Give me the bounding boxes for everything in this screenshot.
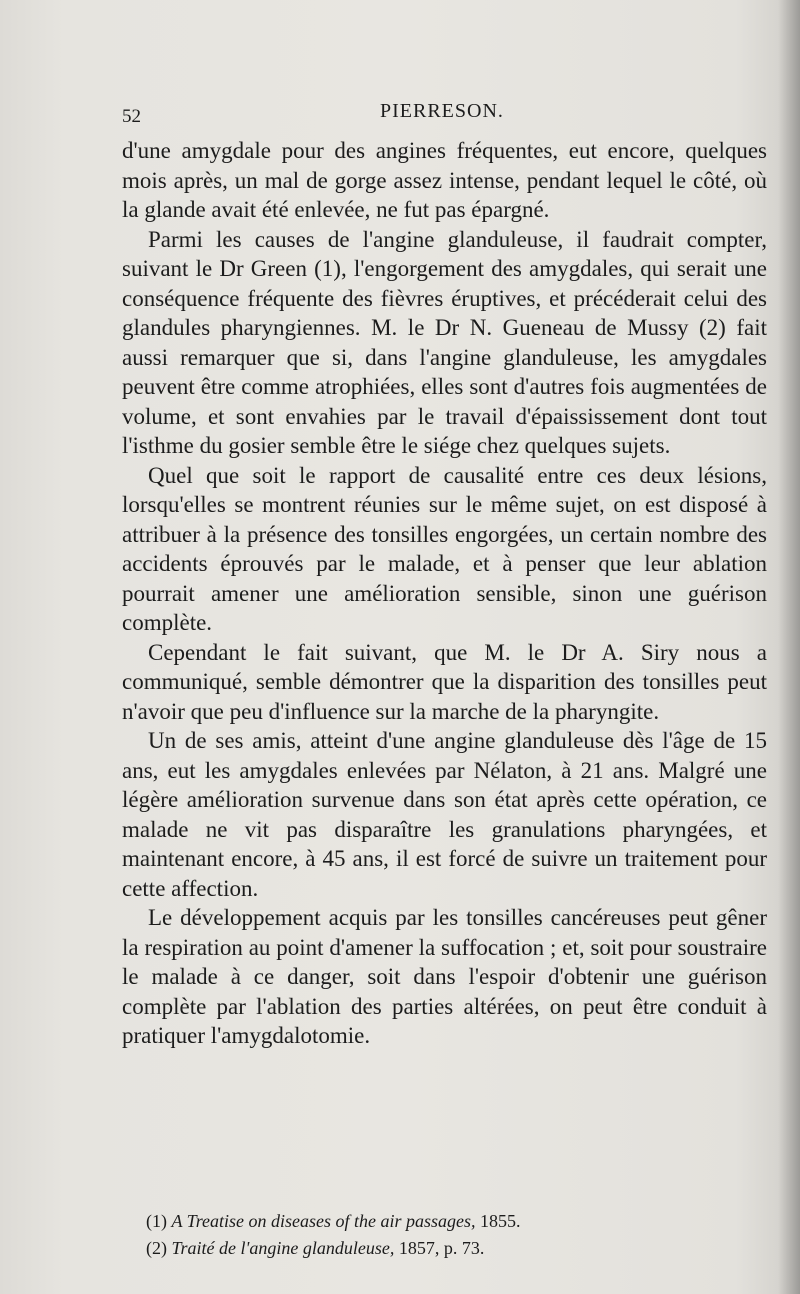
footnote-rest: 1857, p. 73. xyxy=(394,1238,485,1258)
paragraph-causes: Parmi les causes de l'angine glanduleuse, il faudrait compter, suivant le Dr Green (1), l'engorgement des amygdales, qui serait une conséquence fréquente des fièvres éruptives, et précéderait celui des glandules pharyngiennes. M. le Dr N. Gueneau de Mussy (2) fait aussi remarquer que si, dans l'angine glanduleuse, les amygdales peuvent être comme atrophiées, elles sont d'autres fois augmentées de volume, et sont envahies par le travail d'épaississement dont tout l'isthme du gosier semble être le siége chez quelques sujets. xyxy=(122,226,767,458)
footnote-rest: 1855. xyxy=(475,1211,521,1231)
footnote-title: Traité de l'angine glanduleuse, xyxy=(171,1238,395,1258)
paragraph-causality: Quel que soit le rapport de causalité entre ces deux lésions, lorsqu'elles se montrent réunies sur le même sujet, on est disposé à attribuer à la présence des tonsilles engorgées, un certain nombre des accidents éprouvés par le malade, et à penser que leur ablation pourrait amener une amélioration sensible, sinon une guérison complète. xyxy=(122,462,767,635)
paragraph-continued: d'une amygdale pour des angines fréquentes, eut encore, quelques mois après, un mal de gorge assez intense, pendant lequel le côté, où la glande avait été enlevée, ne fut pas épargné. xyxy=(122,138,767,222)
page-number: 52 xyxy=(122,106,141,127)
footnote-2 xyxy=(146,1235,766,1262)
footnotes xyxy=(146,1208,766,1262)
body-text xyxy=(122,136,767,1051)
paragraph-amygdalotomy: Le développement acquis par les tonsilles cancéreuses peut gêner la respiration au point d'amener la suffocation ; et, soit pour soustraire le malade à ce danger, soit dans l'espoir d'obtenir une guérison complète par l'ablation des parties altérées, on peut être conduit à pratiquer l'amygdalotomie. xyxy=(122,905,767,1048)
paragraph-siry-case: Cependant le fait suivant, que M. le Dr A. Siry nous a communiqué, semble démontrer que la disparition des tonsilles peut n'avoir que peu d'influence sur la marche de la pharyngite. xyxy=(122,639,767,724)
footnote-title: A Treatise on diseases of the air passages, xyxy=(171,1211,476,1231)
running-title: PIERRESON. xyxy=(380,100,504,122)
footnote-marker: (2) xyxy=(146,1238,167,1258)
footnote-marker: (1) xyxy=(146,1211,167,1231)
page-edge-shadow xyxy=(778,0,800,1294)
paragraph-friend-case: Un de ses amis, atteint d'une angine glanduleuse dès l'âge de 15 ans, eut les amygdales enlevées par Nélaton, à 21 ans. Malgré une légère amélioration survenue dans son état après cette opération, ce malade ne vit pas disparaître les granulations pharyngées, et maintenant encore, à 45 ans, il est forcé de suivre un traitement pour cette affection. xyxy=(122,728,767,901)
page-header xyxy=(122,100,767,136)
footnote-1 xyxy=(146,1208,766,1235)
